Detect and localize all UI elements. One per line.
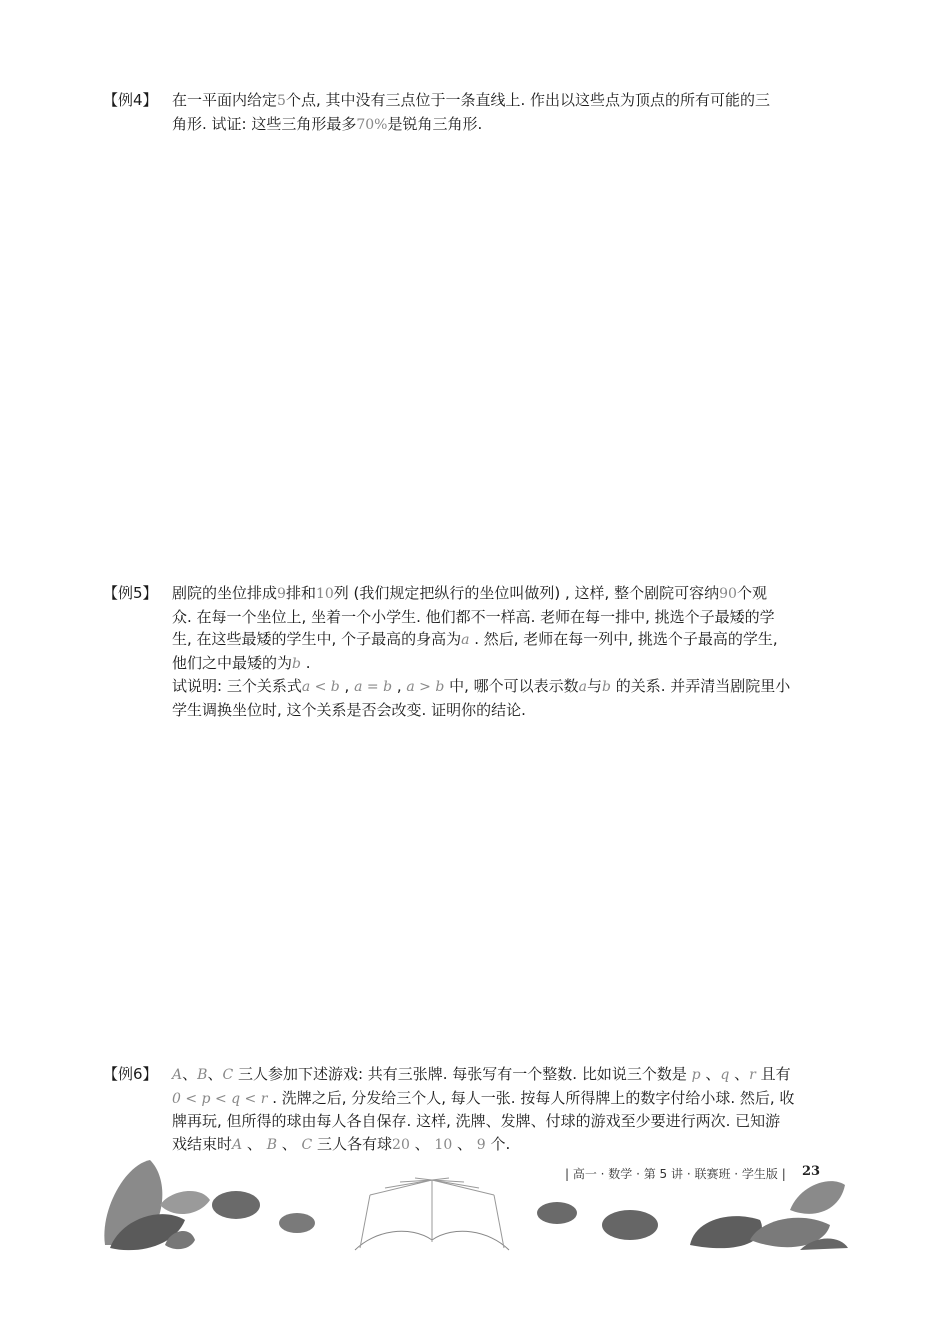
- text-run: 在一平面内给定: [172, 91, 278, 109]
- page-number: 23: [802, 1164, 821, 1179]
- text-line: [172, 1110, 863, 1133]
- math-expression: a = b: [354, 679, 393, 695]
- math-expression: B: [197, 1067, 208, 1083]
- text-run: 列 (我们规定把纵行的坐位叫做列) , 这样, 整个剧院可容纳: [333, 584, 720, 602]
- text-line: [172, 1087, 863, 1111]
- text-run: 个观: [736, 584, 767, 602]
- math-number: 10: [434, 1136, 453, 1153]
- text-run: 角形. 试证: 这些三角形最多: [172, 114, 357, 133]
- math-expression: a: [578, 679, 587, 695]
- math-number: 5: [277, 93, 286, 109]
- problem-tag: 【例4】: [103, 91, 158, 109]
- book-icon: [355, 1178, 509, 1250]
- text-line: [172, 675, 863, 699]
- math-number: 9: [476, 1136, 486, 1153]
- text-run: 、: [242, 1134, 267, 1153]
- text-run: 、: [452, 1134, 477, 1153]
- text-run: 的关系. 并弄清当剧院里小: [610, 677, 791, 695]
- math-expression: C: [301, 1136, 313, 1153]
- footer-course-label: | 高一 · 数学 · 第 5 讲 · 联赛班 · 学生版 |: [565, 1167, 786, 1181]
- text-run: 个点, 其中没有三点位于一条直线上. 作出以这些点为顶点的所有可能的三: [285, 91, 771, 109]
- math-number: 10: [315, 586, 334, 602]
- math-expression: A: [172, 1067, 183, 1083]
- problem-text: [172, 1063, 863, 1156]
- text-run: 与: [586, 677, 602, 695]
- math-number: 90: [719, 586, 737, 602]
- text-run: ,: [392, 677, 407, 695]
- math-number: 20: [392, 1136, 410, 1153]
- math-expression: q: [720, 1067, 730, 1083]
- leaf-cluster-right: [690, 1181, 848, 1250]
- text-run: 且有: [755, 1065, 791, 1083]
- text-line: [172, 652, 863, 676]
- math-expression: r: [749, 1067, 756, 1083]
- lily-pads: [212, 1191, 658, 1240]
- text-run: 排和: [285, 584, 316, 602]
- text-run: 个.: [485, 1134, 511, 1153]
- text-line: [172, 582, 863, 606]
- text-run: 众. 在每一个坐位上, 坐着一个小学生. 他们都不一样高. 老师在每一排中, 挑选个子最矮的学: [172, 607, 775, 626]
- problem-text: [172, 89, 863, 136]
- math-expression: 0 < p < q < r: [172, 1090, 268, 1107]
- text-line: [172, 606, 863, 629]
- text-run: 三人参加下述游戏: 共有三张牌. 每张写有一个整数. 比如说三个数是: [233, 1065, 692, 1083]
- text-run: 戏结束时: [172, 1134, 233, 1153]
- math-expression: b: [292, 655, 301, 672]
- math-expression: p: [691, 1067, 701, 1083]
- text-run: 三人各有球: [312, 1134, 393, 1153]
- text-run: 剧院的坐位排成: [172, 584, 278, 602]
- text-run: 中, 哪个可以表示数: [444, 677, 579, 695]
- math-expression: a > b: [406, 679, 445, 695]
- text-run: 、: [182, 1065, 198, 1083]
- text-run: 是锐角三角形.: [387, 114, 483, 133]
- math-number: 9: [277, 586, 286, 602]
- text-run: 、: [409, 1134, 435, 1153]
- math-expression: a < b: [301, 679, 340, 695]
- text-line: [172, 89, 863, 113]
- text-line: [172, 699, 863, 722]
- problem-tag: 【例6】: [103, 1065, 158, 1083]
- text-run: 、: [207, 1065, 223, 1083]
- math-expression: A: [232, 1136, 243, 1153]
- footer-decoration: [0, 1150, 950, 1260]
- math-expression: b: [602, 679, 611, 695]
- text-run: ,: [339, 677, 355, 695]
- text-run: 试说明: 三个关系式: [172, 677, 302, 695]
- text-line: [172, 628, 863, 652]
- text-run: 学生调换坐位时, 这个关系是否会改变. 证明你的结论.: [172, 700, 526, 719]
- text-run: 生, 在这些最矮的学生中, 个子最高的身高为: [172, 630, 462, 648]
- text-run: 牌再玩, 但所得的球由每人各自保存. 这样, 洗牌、发牌、付球的游戏至少要进行两次. 已知游: [172, 1112, 781, 1130]
- text-run: 、: [729, 1065, 750, 1083]
- text-line: [172, 1063, 863, 1087]
- math-number: 70%: [356, 116, 388, 133]
- math-expression: B: [266, 1136, 277, 1153]
- text-run: 他们之中最矮的为: [172, 653, 293, 672]
- text-run: . 洗牌之后, 分发给三个人, 每人一张. 按每人所得牌上的数字付给小球. 然后, 收: [267, 1088, 795, 1107]
- problem-text: [172, 582, 863, 721]
- text-run: . 然后, 老师在每一列中, 挑选个子最高的学生,: [469, 630, 778, 648]
- text-line: [172, 113, 863, 137]
- text-run: .: [300, 653, 311, 672]
- problem-tag: 【例5】: [103, 584, 158, 602]
- text-run: 、: [276, 1134, 302, 1153]
- text-run: 、: [700, 1065, 721, 1083]
- math-expression: a: [461, 632, 470, 648]
- leaf-cluster-left: [104, 1160, 210, 1250]
- math-expression: C: [222, 1067, 234, 1083]
